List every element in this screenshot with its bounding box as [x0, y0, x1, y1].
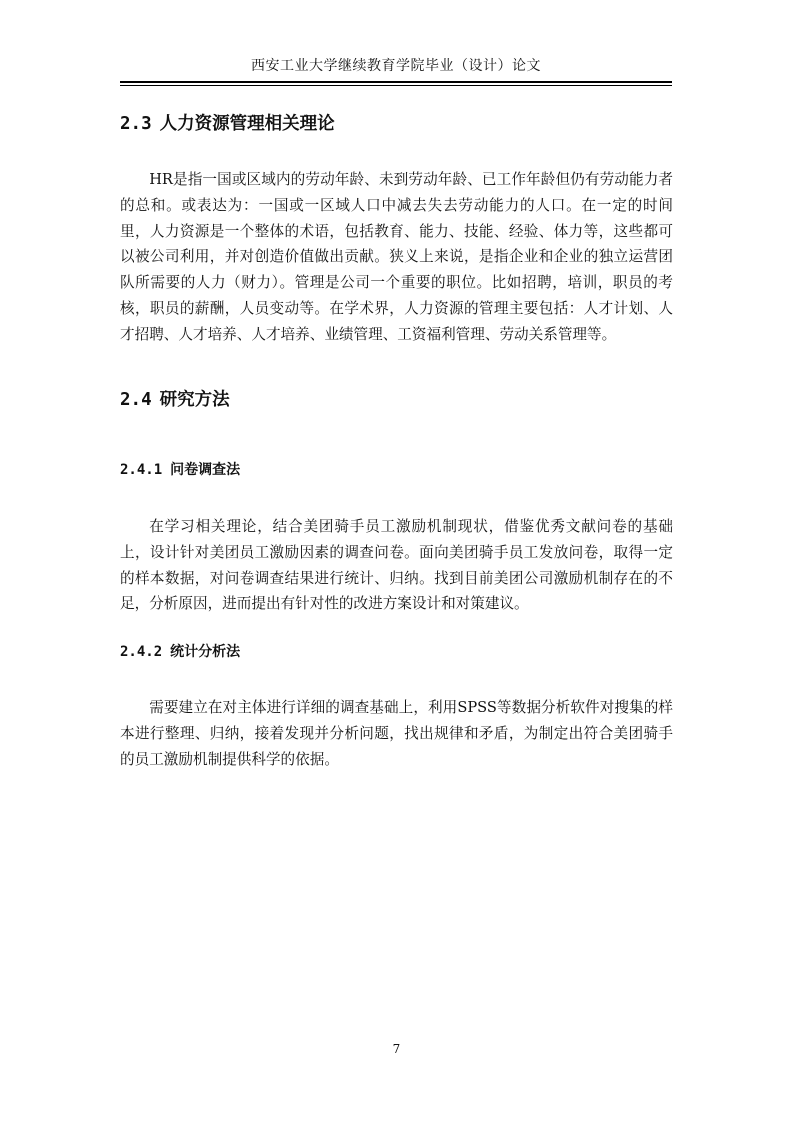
header-rule-thick	[120, 81, 672, 83]
header-rule-thin	[120, 85, 672, 86]
section-heading-2-3	[120, 112, 335, 136]
paragraph-statistics: 需要建立在对主体进行详细的调查基础上，利用SPSS等数据分析软件对搜集的样本进行整理、归纳，接着发现并分析问题，找出规律和矛盾，为制定出符合美团骑手的员工激励机制提供科学的依据。	[120, 699, 673, 768]
subsection-heading-2-4-2	[120, 642, 240, 662]
paragraph-hr-definition: HR是指一国或区域内的劳动年龄、未到劳动年龄、已工作年龄但仍有劳动能力者的总和。或表达为：一国或一区域人口中减去失去劳动能力的人口。在一定的时间里，人力资源是一个整体的术语，包括教育、能力、技能、经验、体力等，这些都可以被公司利用，并对创造价值做出贡献。狭义上来说，是指企业和企业的独立运营团队所需要的人力（财力）。管理是公司一个重要的职位。比如招聘，培训，职员的考核，职员的薪酬，人员变动等。在学术界，人力资源的管理主要包括：人才计划、人才招聘、人才培养、人才培养、业绩管理、工资福利管理、劳动关系管理等。	[120, 171, 673, 343]
subsection-number: 2.4.1	[120, 462, 163, 478]
paragraph-questionnaire: 在学习相关理论，结合美团骑手员工激励机制现状，借鉴优秀文献问卷的基础上，设计针对美团员工激励因素的调查问卷。面向美团骑手员工发放问卷，取得一定的样本数据，对问卷调查结果进行统计、归纳。找到目前美团公司激励机制存在的不足，分析原因，进而提出有针对性的改进方案设计和对策建议。	[120, 518, 673, 613]
section-heading-2-4	[120, 388, 230, 412]
section-title: 人力资源管理相关理论	[159, 114, 335, 134]
subsection-heading-2-4-1	[120, 460, 240, 480]
running-header: 西安工业大学继续教育学院毕业（设计）论文	[251, 58, 541, 74]
section-title: 研究方法	[159, 390, 230, 410]
page-number: 7	[392, 1042, 401, 1056]
subsection-number: 2.4.2	[120, 644, 163, 660]
subsection-title: 统计分析法	[170, 644, 241, 660]
section-number: 2.3	[120, 114, 152, 134]
section-number: 2.4	[120, 390, 152, 410]
subsection-title: 问卷调查法	[170, 462, 241, 478]
